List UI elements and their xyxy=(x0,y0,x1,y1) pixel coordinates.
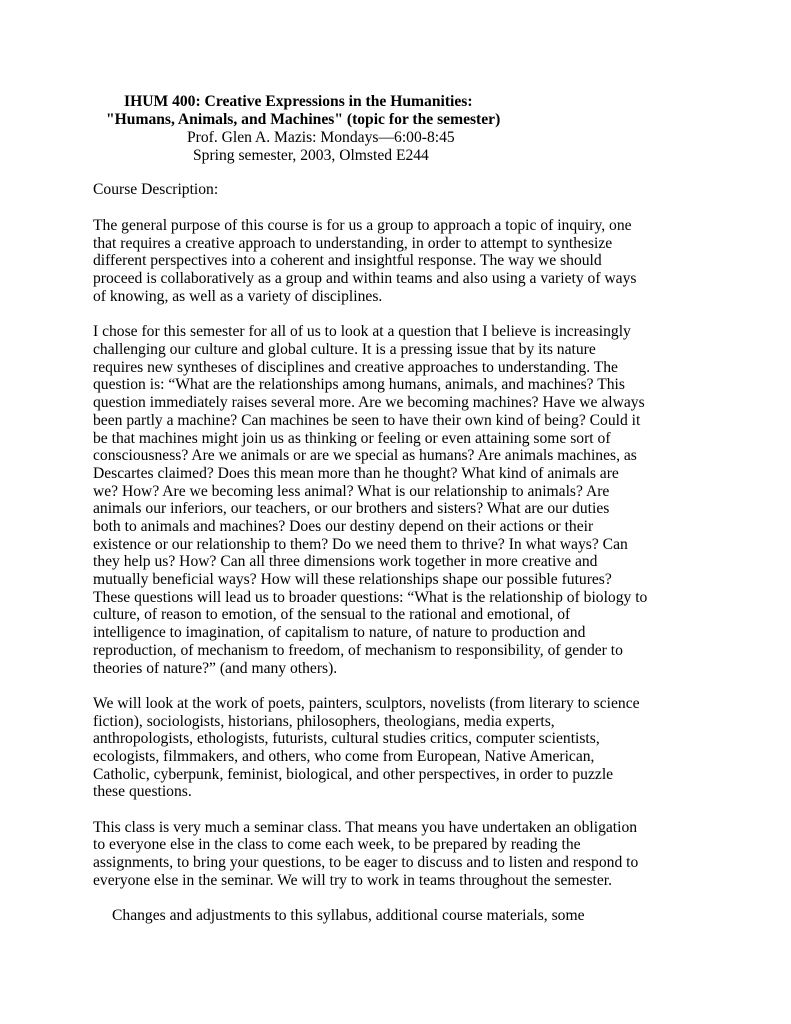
text-line: requires new syntheses of disciplines and creative approaches to understanding. The xyxy=(93,359,618,376)
term-line: Spring semester, 2003, Olmsted E244 xyxy=(193,147,429,164)
text-line: Descartes claimed? Does this mean more than he thought? What kind of animals are xyxy=(93,465,619,482)
text-line: existence or our relationship to them? Do we need them to thrive? In what ways? Can xyxy=(93,536,628,553)
text-line: everyone else in the seminar. We will try to work in teams throughout the semester. xyxy=(93,872,612,889)
text-line: Changes and adjustments to this syllabus, additional course materials, some xyxy=(112,907,585,924)
text-line: assignments, to bring your questions, to be eager to discuss and to listen and respond to xyxy=(93,854,639,871)
text-line: theories of nature?” (and many others). xyxy=(93,660,338,677)
text-line: they help us? How? Can all three dimensions work together in more creative and xyxy=(93,553,598,570)
text-line: that requires a creative approach to understanding, in order to attempt to synthesize xyxy=(93,235,613,252)
text-line: Catholic, cyberpunk, feminist, biological, and other perspectives, in order to puzzle xyxy=(93,766,614,783)
text-line: challenging our culture and global culture. It is a pressing issue that by its nature xyxy=(93,341,596,358)
text-line: culture, of reason to emotion, of the sensual to the rational and emotional, of xyxy=(93,606,571,623)
text-line: different perspectives into a coherent and insightful response. The way we should xyxy=(93,252,602,269)
text-line: The general purpose of this course is for us a group to approach a topic of inquiry, one xyxy=(93,217,632,234)
text-line: both to animals and machines? Does our destiny depend on their actions or their xyxy=(93,518,594,535)
text-line: I chose for this semester for all of us to look at a question that I believe is increasingly xyxy=(93,323,631,340)
text-line: ecologists, filmmakers, and others, who come from European, Native American, xyxy=(93,748,595,765)
course-title: IHUM 400: Creative Expressions in the Humanities: xyxy=(124,93,473,110)
text-line: to everyone else in the class to come each week, to be prepared by reading the xyxy=(93,836,581,853)
text-line: these questions. xyxy=(93,783,192,800)
text-line: mutually beneficial ways? How will these relationships shape our possible futures? xyxy=(93,571,612,588)
text-line: question is: “What are the relationships among humans, animals, and machines? This xyxy=(93,376,625,393)
instructor-line: Prof. Glen A. Mazis: Mondays—6:00-8:45 xyxy=(187,129,455,146)
text-line: These questions will lead us to broader questions: “What is the relationship of biology to xyxy=(93,589,648,606)
text-line: We will look at the work of poets, painters, sculptors, novelists (from literary to science xyxy=(93,695,640,712)
text-line: proceed is collaboratively as a group and within teams and also using a variety of ways xyxy=(93,270,637,287)
text-line: be that machines might join us as thinking or feeling or even attaining some sort of xyxy=(93,430,611,447)
text-line: consciousness? Are we animals or are we special as humans? Are animals machines, as xyxy=(93,447,637,464)
text-line: animals our inferiors, our teachers, or our brothers and sisters? What are our duties xyxy=(93,500,610,517)
text-line: fiction), sociologists, historians, philosophers, theologians, media experts, xyxy=(93,713,555,730)
text-line: anthropologists, ethologists, futurists, cultural studies critics, computer scientists, xyxy=(93,730,600,747)
text-line: question immediately raises several more. Are we becoming machines? Have we always xyxy=(93,394,645,411)
text-line: been partly a machine? Can machines be seen to have their own kind of being? Could it xyxy=(93,412,641,429)
text-line: intelligence to imagination, of capitalism to nature, of nature to production and xyxy=(93,624,586,641)
text-line: reproduction, of mechanism to freedom, of mechanism to responsibility, of gender to xyxy=(93,642,623,659)
text-line: This class is very much a seminar class. That means you have undertaken an obligation xyxy=(93,819,638,836)
section-heading: Course Description: xyxy=(93,181,219,198)
text-line: of knowing, as well as a variety of disciplines. xyxy=(93,288,383,305)
text-line: we? How? Are we becoming less animal? What is our relationship to animals? Are xyxy=(93,483,610,500)
course-topic: "Humans, Animals, and Machines" (topic for the semester) xyxy=(106,111,501,128)
